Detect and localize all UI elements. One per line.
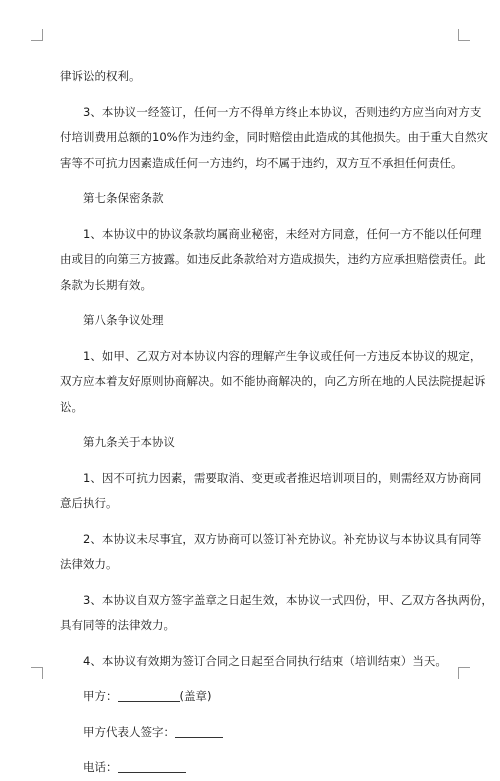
paragraph-line: 3、本协议自双方签字盖章之日起生效，本协议一式四份，甲、乙双方各执两份， bbox=[83, 592, 493, 607]
paragraph-line: 4、本协议有效期为签订合同之日起至合同执行结束（培训结束）当天。 bbox=[83, 653, 447, 668]
section-heading: 第七条保密条款 bbox=[83, 191, 164, 205]
crop-mark-top-right bbox=[458, 29, 470, 41]
section-heading: 第九条关于本协议 bbox=[83, 435, 175, 449]
crop-mark-bottom-left bbox=[31, 667, 43, 679]
crop-mark-bottom-right bbox=[458, 667, 470, 679]
paragraph-line: 具有同等的法律效力。 bbox=[60, 618, 175, 632]
party-a-blank bbox=[118, 688, 180, 702]
paragraph-line: 1、因不可抗力因素，需要取消、变更或者推迟培训项目的，则需经双方协商同 bbox=[83, 470, 482, 485]
paragraph-line: 3、本协议一经签订，任何一方不得单方终止本协议，否则违约方应当向对方支 bbox=[83, 104, 482, 119]
section-heading: 第八条争议处理 bbox=[83, 313, 164, 327]
signature-party-a bbox=[60, 684, 442, 710]
paragraph-line: 讼。 bbox=[60, 399, 83, 414]
representative-label: 甲方代表人签字： bbox=[83, 724, 175, 739]
signature-phone bbox=[60, 755, 442, 781]
paragraph-line: 付培训费用总额的10%作为违约金，同时赔偿由此造成的其他损失。由于重大自然灾 bbox=[60, 130, 489, 144]
party-a-seal-note: (盖章) bbox=[179, 689, 212, 703]
crop-mark-top-left bbox=[31, 29, 43, 41]
paragraph-line: 法律效力。 bbox=[60, 557, 118, 571]
paragraph-line: 律诉讼的权利。 bbox=[60, 69, 141, 83]
paragraph-line: 2、本协议未尽事宜，双方协商可以签订补充协议。补充协议与本协议具有同等 bbox=[83, 531, 482, 546]
paragraph-line: 1、本协议中的协议条款均属商业秘密，未经对方同意，任何一方不能以任何理 bbox=[83, 226, 482, 241]
document-body bbox=[60, 64, 493, 781]
signature-representative bbox=[60, 720, 442, 746]
phone-blank bbox=[118, 759, 186, 773]
representative-blank bbox=[175, 724, 223, 738]
paragraph-line: 害等不可抗力因素造成任何一方违约，均不属于违约，双方互不承担任何责任。 bbox=[60, 155, 463, 170]
party-a-label: 甲方： bbox=[83, 689, 118, 703]
phone-label: 电话： bbox=[83, 760, 118, 774]
paragraph-line: 条款为长期有效。 bbox=[60, 277, 152, 292]
paragraph-line: 双方应本着友好原则协商解决。如不能协商解决的，向乙方所在地的人民法院提起诉 bbox=[60, 374, 486, 388]
paragraph-line: 意后执行。 bbox=[60, 496, 118, 510]
paragraph-line: 1、如甲、乙双方对本协议内容的理解产生争议或任何一方违反本协议的规定， bbox=[83, 348, 482, 363]
paragraph-line: 由或目的向第三方披露。如违反此条款给对方造成损失，违约方应承担赔偿责任。此 bbox=[60, 252, 486, 266]
